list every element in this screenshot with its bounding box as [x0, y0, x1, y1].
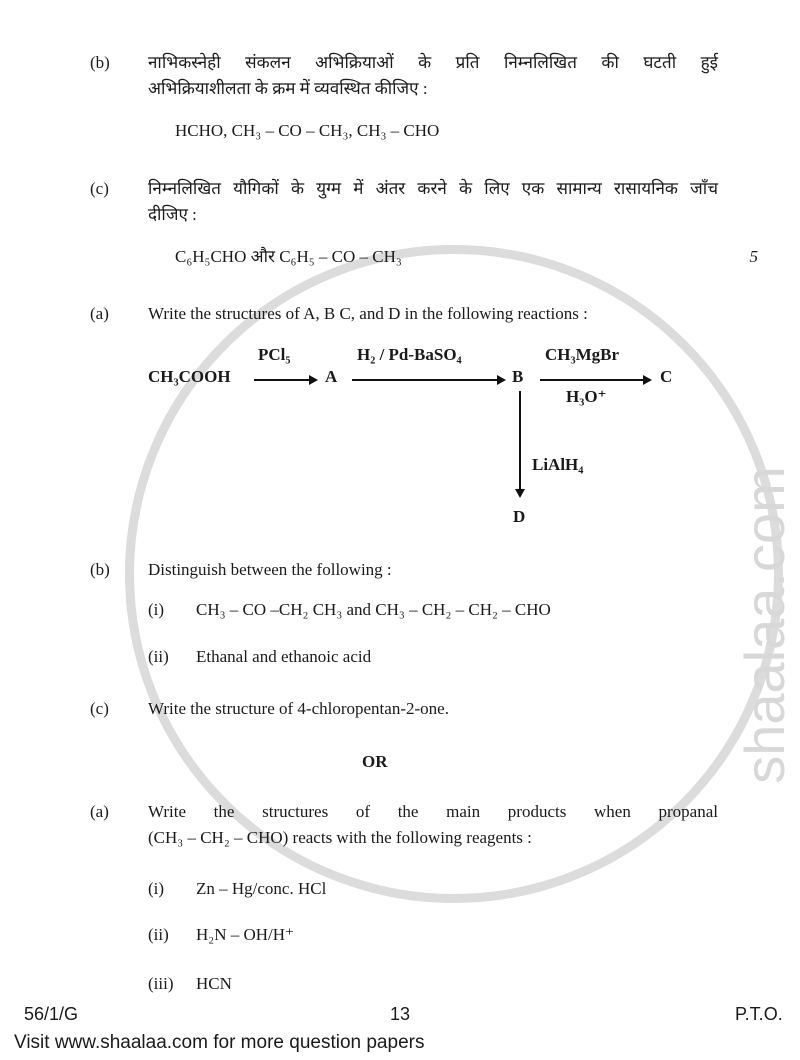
reagent: H₂ / Pd-BaSO₄	[357, 345, 462, 364]
subquestion	[0, 922, 800, 948]
watermark-text: shaalaa.com	[733, 466, 796, 784]
question-label: (c)	[90, 179, 109, 198]
question-b	[0, 557, 800, 583]
formula: HCHO, CH₃ – CO – CH₃, CH₃ – CHO	[175, 121, 440, 140]
visit-link[interactable]: Visit www.shaalaa.com for more question papers	[14, 1032, 425, 1053]
arrow-icon	[352, 379, 504, 381]
product-a: A	[325, 367, 338, 386]
question-body	[148, 50, 718, 102]
question-text: अभिक्रियाशीलता के क्रम में व्यवस्थित कीजिए :	[148, 79, 428, 98]
subquestion-number: (i)	[148, 600, 165, 619]
question-label: (a)	[90, 802, 109, 821]
question-label: (c)	[90, 699, 109, 718]
subquestion	[0, 876, 800, 902]
reaction-scheme	[0, 345, 800, 535]
question-text: नाभिकस्नेही संकलन अभिक्रियाओं के प्रति निम्नलिखित की घटती हुई	[148, 53, 718, 72]
formula-row	[0, 244, 758, 270]
subquestion-text: Zn – Hg/conc. HCl	[196, 879, 327, 898]
reactant: CH₃COOH	[148, 367, 231, 386]
question-b-hindi	[0, 50, 800, 102]
subquestion	[0, 971, 800, 997]
question-text: Write the structure of 4-chloropentan-2-one.	[148, 699, 449, 718]
subquestion	[0, 644, 800, 670]
subquestion-text: HCN	[196, 974, 232, 993]
reagent: CH₃MgBr	[545, 345, 620, 364]
question-a2	[0, 799, 800, 851]
product-c: C	[660, 367, 673, 386]
arrow-down-icon	[519, 391, 521, 496]
question-c	[0, 696, 800, 722]
formula: C₆H₅CHO और C₆H₅ – CO – CH₃	[175, 247, 402, 266]
arrow-icon	[254, 379, 316, 381]
question-a	[0, 301, 800, 327]
question-text: Write the structures of the main products when propanal	[148, 802, 718, 821]
paper-code: 56/1/G	[24, 1004, 79, 1024]
marks: 5	[749, 247, 758, 266]
question-label: (a)	[90, 304, 109, 323]
question-label: (b)	[90, 560, 110, 579]
subquestion-text: Ethanal and ethanoic acid	[196, 647, 372, 666]
subquestion-number: (ii)	[148, 647, 169, 666]
product-d: D	[513, 507, 526, 526]
product-b: B	[512, 367, 524, 386]
question-text: दीजिए :	[148, 205, 197, 224]
reagent: LiAlH₄	[532, 455, 584, 474]
reagent: H₃O⁺	[566, 387, 607, 406]
reagent: PCl₅	[258, 345, 291, 364]
pto-label: P.T.O.	[735, 1004, 783, 1024]
question-text: निम्नलिखित यौगिकों के युग्म में अंतर करने के लिए एक सामान्य रासायनिक जाँच	[148, 179, 718, 198]
subquestion-text: H₂N – OH/H⁺	[196, 925, 295, 944]
question-text: (CH₃ – CH₂ – CHO) reacts with the following reagents :	[148, 828, 532, 847]
question-body	[148, 176, 718, 228]
subquestion-number: (ii)	[148, 925, 169, 944]
page-number: 13	[390, 1004, 411, 1024]
question-text: Write the structures of A, B C, and D in the following reactions :	[148, 304, 588, 323]
subquestion-number: (i)	[148, 879, 165, 898]
question-text: Distinguish between the following :	[148, 560, 392, 579]
subquestion-number: (iii)	[148, 974, 174, 993]
subquestion-text: CH₃ – CO –CH₂ CH₃ and CH₃ – CH₂ – CH₂ – CHO	[196, 600, 551, 619]
question-label: (b)	[90, 53, 110, 72]
question-c-hindi	[0, 176, 800, 228]
question-body	[148, 799, 718, 851]
arrow-icon	[540, 379, 650, 381]
subquestion	[0, 597, 800, 623]
or-heading: OR	[362, 752, 388, 771]
